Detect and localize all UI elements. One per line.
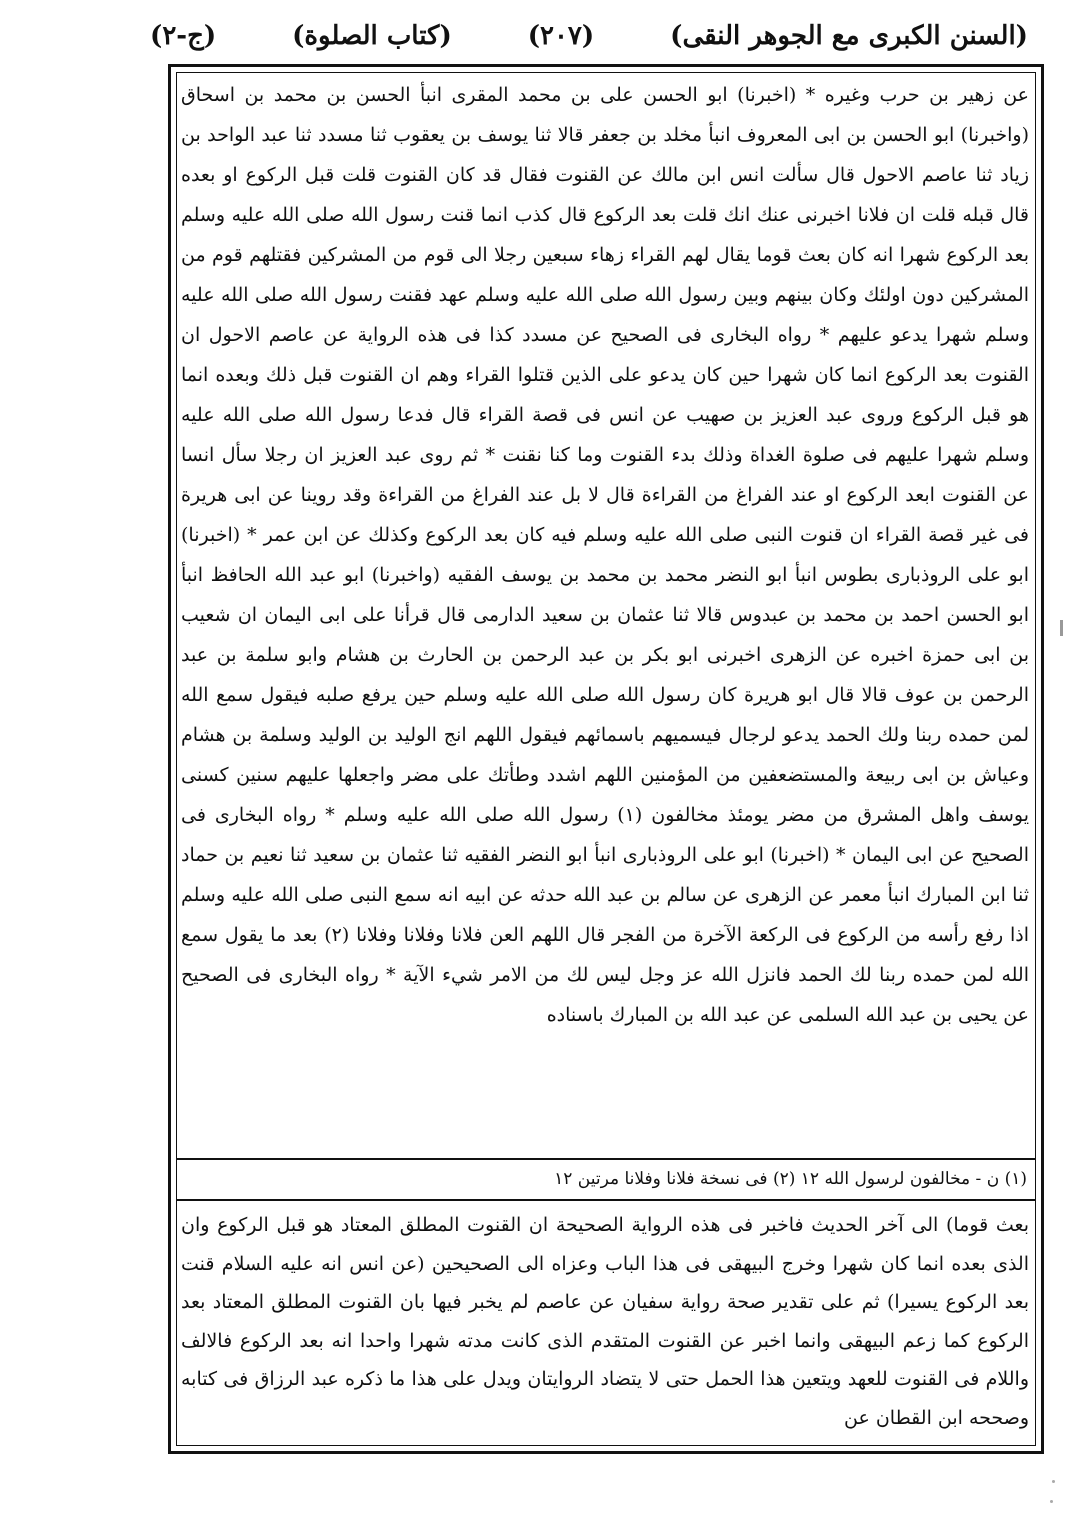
main-text-paragraph: عن زهير بن حرب وغيره * (اخبرنا) ابو الحسن على بن محمد المقرى انبأ الحسن بن محمد بن اسحاق (واخبرنا) ابو الحسن بن ابى المعروف انبأ مخلد بن جعفر قالا ثنا يوسف بن يعقوب ثنا مسدد ثنا عبد الواحد بن زياد ثنا عاصم الاحول قال سألت انس ابن مالك عن القنوت فقال قد كان القنوت قلت قبل الركوع او بعده قال قبله قلت ان فلانا اخبرنى عنك انك قلت بعد الركوع قال كذب انما قنت رسول الله صلى الله عليه وسلم بعد الركوع شهرا انه كان بعث قوما يقال لهم القراء زهاء سبعين رجلا الى قوم من المشركين فقتلهم قوم من المشركين دون اولئك وكان بينهم وبين رسول الله صلى الله عليه وسلم عهد فقنت رسول الله صلى الله عليه وسلم شهرا يدعو عليهم * رواه البخارى فى الصحيح عن مسدد كذا فى هذه الرواية عن عاصم الاحول ان القنوت بعد الركوع انما كان شهرا حين كان يدعو على الذين قتلوا القراء وهم ان القنوت قبل ذلك وبعده انما هو قبل الركوع وروى عبد العزيز بن صهيب عن انس فى قصة القراء قال فدعا رسول الله صلى الله عليه وسلم شهرا عليهم فى صلوة الغداة وذلك بدء القنوت وما كنا نقنت * ثم روى عبد العزيز ان رجلا سأل انسا عن القنوت ابعد الركوع او عند الفراغ من القراءة قال لا بل عند الفراغ من القراءة وقد روينا عن ابى هريرة فى غير قصة القراء ان قنوت النبى صلى الله عليه وسلم فيه كان بعد الركوع وكذلك عن ابن عمر * (اخبرنا) ابو على الروذبارى بطوس انبأ ابو النضر محمد بن محمد بن يوسف الفقيه (واخبرنا) ابو عبد الله الحافظ انبأ ابو الحسن احمد بن محمد بن عبدوس قالا ثنا عثمان بن سعيد الدارمى قال قرأنا على ابى اليمان ان شعيب بن ابى حمزة اخبره عن الزهرى اخبرنى ابو بكر بن عبد الرحمن بن الحارث بن هشام وابو سلمة بن عبد الرحمن بن عوف قالا قال ابو هريرة كان رسول الله صلى الله عليه وسلم حين يرفع صلبه فيقول سمع الله لمن حمده ربنا ولك الحمد يدعو لرجال فيسميهم باسمائهم فيقول اللهم انج الوليد بن الوليد وسلمة بن هشام وعياش بن ابى ربيعة والمستضعفين من المؤمنين اللهم اشدد وطأتك على مضر واجعلها عليهم سنين كسنى يوسف واهل المشرق من مضر يومئذ مخالفون (١) رسول الله صلى الله عليه وسلم * رواه البخارى فى الصحيح عن ابى اليمان * (اخبرنا) ابو على الروذبارى انبأ ابو النضر الفقيه ثنا عثمان بن سعيد ثنا نعيم بن حماد ثنا ابن المبارك انبأ معمر عن الزهرى عن سالم بن عبد الله حدثه عن ابيه انه سمع النبى صلى الله عليه وسلم اذا رفع رأسه من الركوع فى الركعة الآخرة من الفجر قال اللهم العن فلانا وفلانا وفلانا (٢) بعد ما يقول سمع الله لمن حمده ربنا لك الحمد فانزل الله عز وجل ليس لك من الامر شيء الآية * رواه البخارى فى الصحيح عن يحيى بن عبد الله السلمى عن عبد الله بن المبارك باسناده: [181, 84, 1029, 1026]
footnotes-text: (١) ن - مخالفون لرسول الله ١٢ (٢) فى نسخة فلانا وفلانا مرتين ١٢: [554, 1169, 1027, 1189]
commentary-top-rule: [177, 1199, 1035, 1201]
margin-mark: [1060, 620, 1063, 636]
volume-label: (ج-٢): [150, 21, 217, 51]
page-number: (٢٠٧): [527, 21, 595, 51]
chapter-title: (كتاب الصلوة): [292, 21, 452, 51]
page-frame: [168, 64, 1044, 1454]
scan-speck: [1052, 1480, 1055, 1483]
footnote-top-rule: [177, 1158, 1035, 1160]
scan-speck: [1050, 1500, 1053, 1503]
footnotes: [183, 1162, 1027, 1196]
main-text: [181, 75, 1029, 1035]
page-header: [150, 14, 1028, 58]
commentary: [181, 1206, 1029, 1437]
page-inner-border: [176, 72, 1036, 1446]
commentary-paragraph: بعث قوما) الى آخر الحديث فاخبر فى هذه الرواية الصحيحة ان القنوت المطلق المعتاد هو قبل الركوع وان الذى بعده انما كان شهرا وخرج البيهقى فى هذا الباب وعزاه الى الصحيحين (عن انس انه عليه السلام قنت بعد الركوع يسيرا) ثم على تقدير صحة رواية سفيان عن عاصم لم يخبر فيها بان القنوت المطلق المعتاد بعد الركوع كما زعم البيهقى وانما اخبر عن القنوت المتقدم الذى كانت مدته شهرا واحدا انه بعد الركوع فالالف واللام فى القنوت للعهد ويتعين هذا الحمل حتى لا يتضاد الروايتان ويدل على هذا ما ذكره عبد الرزاق فى كتابه وصححه ابن القطان عن: [181, 1214, 1029, 1429]
book-title: (السنن الكبرى مع الجوهر النقى): [670, 21, 1028, 51]
